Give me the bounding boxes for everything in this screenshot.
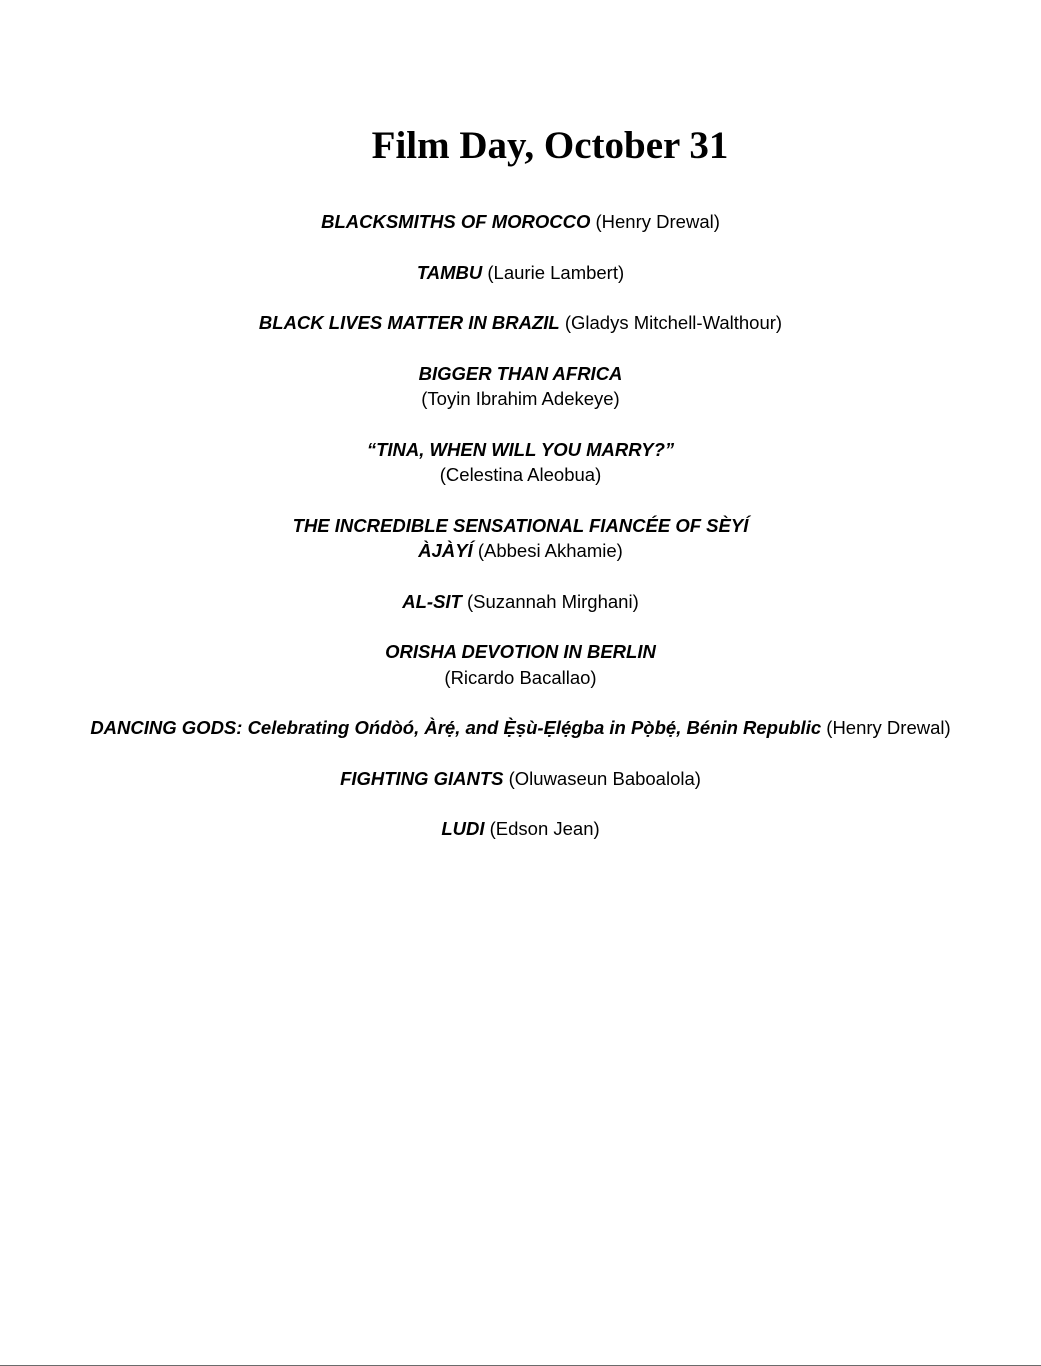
film-director: (Gladys Mitchell-Walthour): [564, 312, 783, 333]
film-entry-fighting-giants: [0, 766, 1041, 792]
film-title: TAMBU: [416, 261, 483, 283]
film-title-line-2: ÀJÀYÍ: [418, 540, 473, 561]
film-title: DANCING GODS: Celebrating Ońdòó, Àrẹ́, and Ẹ̀ṣù-Ẹlẹ́gba in Pọ̀bẹ́, Bénin Republic: [90, 717, 822, 738]
film-director: (Oluwaseun Baboalola): [508, 767, 701, 789]
film-director: (Abbesi Akhamie): [477, 540, 623, 561]
film-director: (Celestina Aleobua): [439, 464, 602, 485]
film-entry-ludi: [0, 816, 1041, 842]
film-title: BLACK LIVES MATTER IN BRAZIL: [258, 312, 560, 333]
film-title: FIGHTING GIANTS: [340, 767, 504, 789]
film-entry-tina-when-will-you-marry: [0, 437, 1041, 488]
film-director: (Toyin Ibrahim Adekeye): [421, 388, 620, 409]
film-director: (Suzannah Mirghani): [467, 590, 639, 612]
film-title-line-1: THE INCREDIBLE SENSATIONAL FIANCÉE OF SÈYÍ: [292, 514, 749, 536]
film-entry-dancing-gods: [0, 715, 1041, 741]
film-entry-black-lives-matter-in-brazil: [0, 310, 1041, 336]
film-director: (Henry Drewal): [826, 717, 951, 738]
film-title: “TINA, WHEN WILL YOU MARRY?”: [366, 438, 675, 460]
film-director: (Henry Drewal): [595, 211, 720, 232]
film-title: BLACKSMITHS OF MOROCCO: [321, 211, 591, 232]
film-title: ORISHA DEVOTION IN BERLIN: [385, 641, 656, 662]
film-entry-blacksmiths-of-morocco: [0, 209, 1041, 235]
film-entry-orisha-devotion-in-berlin: [0, 639, 1041, 690]
film-entry-al-sit: [0, 589, 1041, 615]
film-director: (Edson Jean): [489, 818, 600, 839]
film-entry-bigger-than-africa: [0, 361, 1041, 412]
page-title: Film Day, October 31: [371, 124, 729, 167]
film-title: BIGGER THAN AFRICA: [418, 362, 623, 384]
film-title: LUDI: [441, 818, 485, 839]
film-title: AL-SIT: [402, 590, 462, 612]
film-director: (Ricardo Bacallao): [444, 666, 597, 688]
film-entry-tambu: [0, 260, 1041, 286]
film-list: [0, 209, 1041, 867]
film-director: (Laurie Lambert): [487, 261, 625, 283]
film-entry-incredible-sensational-fiancee: [0, 513, 1041, 564]
film-title-line-2-wrapper: [0, 538, 1041, 564]
